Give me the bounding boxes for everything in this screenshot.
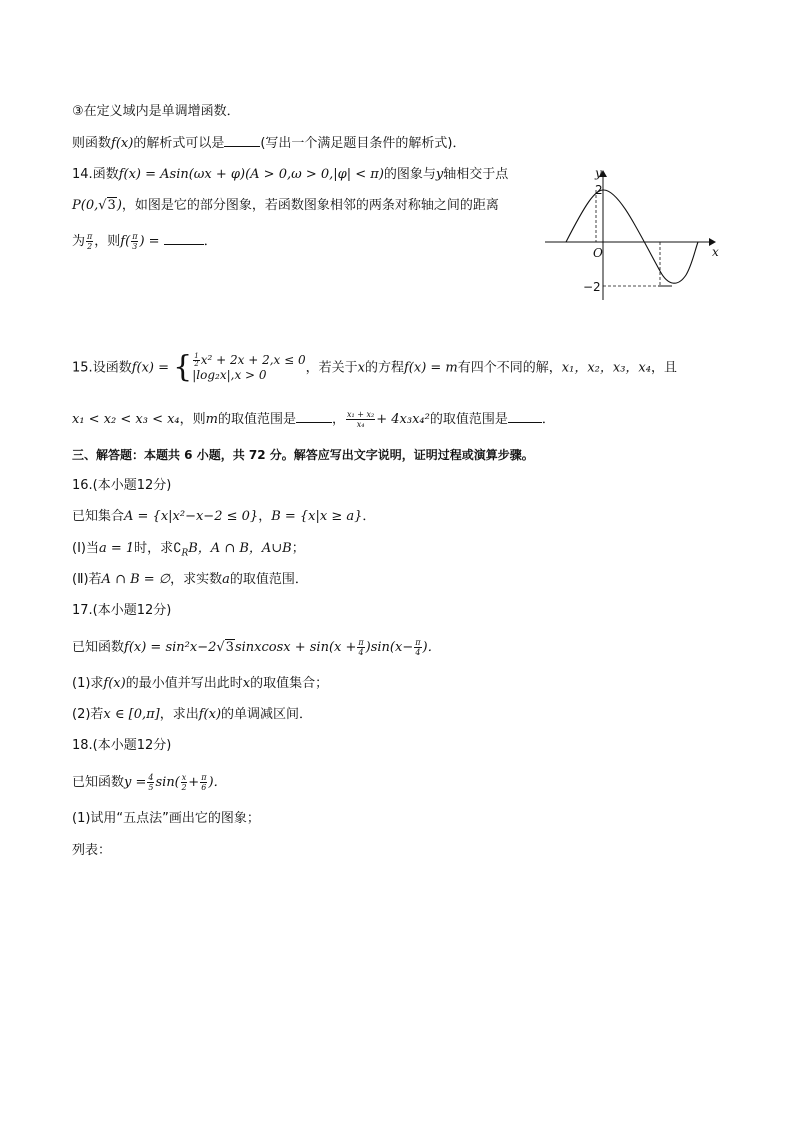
y-axis-label: y bbox=[595, 166, 602, 180]
answer-blank[interactable] bbox=[296, 410, 332, 423]
answer-blank[interactable] bbox=[508, 410, 542, 423]
question-17-part-2: (2)若x ∈ [0,π]，求出f(x)的单调减区间． bbox=[72, 707, 313, 722]
question-14-line-1: 14.函数f(x) = Asin(ωx + φ)(A > 0,ω > 0,|φ| < π)的图象与y轴相交于点 bbox=[72, 167, 509, 182]
question-16-stem: 已知集合A = {x|x²−x−2 ≤ 0}，B = {x|x ≥ a}． bbox=[72, 509, 376, 524]
answer-blank[interactable] bbox=[164, 232, 204, 245]
section-3-heading: 三、解答题：本题共 6 小题，共 72 分。解答应写出文字说明，证明过程或演算步骤。 bbox=[72, 448, 534, 462]
fraction: $\frac{x}{2}$ bbox=[181, 773, 187, 792]
fraction: $\frac{4}{5}$ bbox=[148, 773, 154, 792]
fraction: $\frac{\pi}{2}$ bbox=[87, 232, 93, 251]
question-18-table-label: 列表： bbox=[72, 843, 112, 858]
question-16-part-1: (Ⅰ)当a = 1时，求$∁_RB$，A ∩ B，A∪B； bbox=[72, 541, 305, 559]
condition-3: ③在定义域内是单调增函数． bbox=[72, 104, 240, 119]
question-17-stem: 已知函数f(x) = sin²x−2√3sinxcosx + sin(x + $\frac{\pi}{4}$ )sin(x− $\frac{\pi}{4}$ )． bbox=[72, 638, 441, 657]
question-18-stem: 已知函数y = $\frac{4}{5}$ sin( $\frac{x}{2}$ + $\frac{\pi}{6}$ )． bbox=[72, 773, 227, 792]
fraction: $\frac{\pi}{4}$ bbox=[415, 638, 421, 657]
question-17-part-1: (1)求f(x)的最小值并写出此时x的取值集合； bbox=[72, 676, 329, 691]
answer-blank[interactable] bbox=[224, 134, 260, 147]
origin-label: O bbox=[593, 246, 603, 260]
question-18-part-1: (1)试用“五点法”画出它的图象； bbox=[72, 811, 260, 826]
fraction: $\frac{\pi}{3}$ bbox=[132, 232, 138, 251]
tick-label-bottom: −2 bbox=[583, 280, 601, 294]
fraction: $\frac{\pi}{6}$ bbox=[201, 773, 207, 792]
x-axis-label: x bbox=[712, 245, 719, 259]
question-14-line-3: 为 $\frac{\pi}{2}$ ，则f( $\frac{\pi}{3}$ ) = ． bbox=[72, 232, 217, 251]
question-17-header: 17.(本小题12分) bbox=[72, 603, 172, 618]
question-16-part-2: (Ⅱ)若A ∩ B = ∅，求实数a的取值范围． bbox=[72, 572, 308, 587]
sine-graph bbox=[540, 165, 730, 305]
question-16-header: 16.(本小题12分) bbox=[72, 478, 172, 493]
tick-label-top: 2 bbox=[595, 183, 603, 197]
fraction: $\frac{\pi}{4}$ bbox=[358, 638, 364, 657]
question-13-prompt: 则函数f(x)的解析式可以是 (写出一个满足题目条件的解析式)． bbox=[72, 136, 466, 151]
question-15-line-1: 15.设函数f(x) = { $\frac{1}{2}$ x² + 2x + 2,x ≤ 0 |log₂x|,x > 0 ，若关于x的方程f(x) = m有四个不同的解，x₁，x₂，x₃，x₄，且 bbox=[72, 349, 677, 385]
question-15-line-2: x₁ < x₂ < x₃ < x₄，则m的取值范围是 ， $\frac{\text{x₁ + x₂}}{\text{x₄}}$ + 4x₃x₄²的取值范围是 ． bbox=[72, 410, 555, 429]
sine-curve bbox=[566, 190, 698, 283]
question-18-header: 18.(本小题12分) bbox=[72, 738, 172, 753]
fraction: $\frac{\text{x₁ + x₂}}{\text{x₄}}$ bbox=[347, 410, 375, 429]
question-14-line-2: P(0,√3)，如图是它的部分图象，若函数图象相邻的两条对称轴之间的距离 bbox=[72, 198, 499, 213]
piecewise-definition: { $\frac{1}{2}$ x² + 2x + 2,x ≤ 0 |log₂x|,x > 0 bbox=[173, 349, 306, 385]
